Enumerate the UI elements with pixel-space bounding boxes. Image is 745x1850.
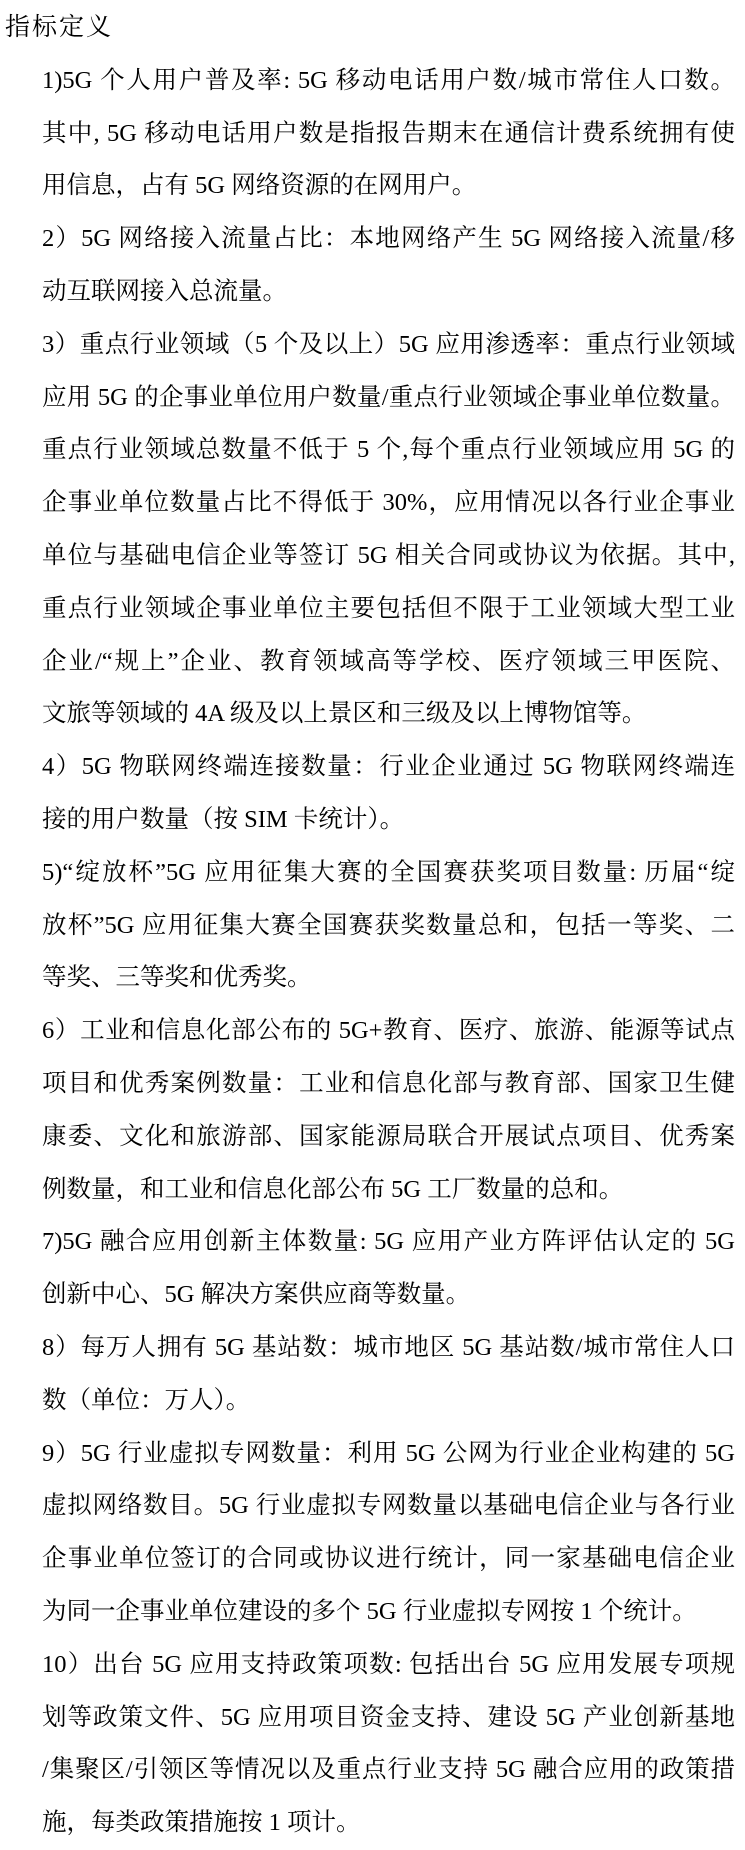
definition-paragraph-1: [42, 55, 735, 213]
text-line: 等奖、三等奖和优秀奖。: [42, 964, 312, 992]
text-line: 虚拟网络数目。5G 行业虚拟专网数量以基础电信企业与各行业: [42, 1492, 735, 1520]
definition-paragraph-10: [42, 1639, 735, 1850]
page-title: 指标定义: [5, 14, 114, 41]
text-line: 康委、文化和旅游部、国家能源局联合开展试点项目、优秀案: [42, 1122, 735, 1150]
text-line: 2）5G 网络接入流量占比：本地网络产生 5G 网络接入流量/移: [42, 225, 735, 253]
text-line: 项目和优秀案例数量：工业和信息化部与教育部、国家卫生健: [42, 1069, 735, 1097]
definition-paragraph-3: [42, 319, 735, 741]
text-line: 用信息，占有 5G 网络资源的在网用户。: [42, 172, 477, 200]
text-line: 单位与基础电信企业等签订 5G 相关合同或协议为依据。其中,: [42, 541, 735, 569]
text-line: 企事业单位数量占比不得低于 30%，应用情况以各行业企事业: [42, 489, 735, 517]
definition-paragraph-6: [42, 1005, 735, 1216]
text-line: 7)5G 融合应用创新主体数量: 5G 应用产业方阵评估认定的 5G: [42, 1228, 735, 1256]
text-line: 企事业单位签订的合同或协议进行统计，同一家基础电信企业: [42, 1545, 735, 1573]
text-line: 重点行业领域企事业单位主要包括但不限于工业领域大型工业: [42, 594, 735, 622]
definition-paragraph-8: [42, 1322, 735, 1428]
text-line: 10）出台 5G 应用支持政策项数: 包括出台 5G 应用发展专项规: [42, 1650, 735, 1678]
text-line: 企业/“规上”企业、教育领域高等学校、医疗领域三甲医院、: [42, 647, 735, 675]
definition-paragraph-4: [42, 741, 735, 847]
definitions-list: [42, 55, 735, 1850]
text-line: 划等政策文件、5G 应用项目资金支持、建设 5G 产业创新基地: [42, 1703, 735, 1731]
text-line: 动互联网接入总流量。: [42, 277, 287, 305]
text-line: 数（单位：万人）。: [42, 1386, 251, 1414]
text-line: 6）工业和信息化部公布的 5G+教育、医疗、旅游、能源等试点: [42, 1017, 735, 1045]
text-line: 9）5G 行业虚拟专网数量：利用 5G 公网为行业企业构建的 5G: [42, 1439, 735, 1467]
text-line: 应用 5G 的企事业单位用户数量/重点行业领域企事业单位数量。: [42, 383, 735, 411]
text-line: 其中, 5G 移动电话用户数是指报告期末在通信计费系统拥有使: [42, 119, 735, 147]
text-line: 5)“绽放杯”5G 应用征集大赛的全国赛获奖项目数量: 历届“绽: [42, 858, 735, 886]
text-line: 1)5G 个人用户普及率: 5G 移动电话用户数/城市常住人口数。: [42, 66, 735, 94]
text-line: 放杯”5G 应用征集大赛全国赛获奖数量总和，包括一等奖、二: [42, 911, 735, 939]
text-line: 接的用户数量（按 SIM 卡统计）。: [42, 805, 405, 833]
text-line: 文旅等领域的 4A 级及以上景区和三级及以上博物馆等。: [42, 700, 647, 728]
definition-paragraph-5: [42, 847, 735, 1005]
definition-paragraph-7: [42, 1216, 735, 1322]
text-line: 3）重点行业领域（5 个及以上）5G 应用渗透率：重点行业领域: [42, 330, 735, 358]
text-line: 为同一企事业单位建设的多个 5G 行业虚拟专网按 1 个统计。: [42, 1597, 697, 1625]
text-line: 创新中心、5G 解决方案供应商等数量。: [42, 1281, 471, 1309]
text-line: 例数量，和工业和信息化部公布 5G 工厂数量的总和。: [42, 1175, 624, 1203]
text-line: 4）5G 物联网终端连接数量：行业企业通过 5G 物联网终端连: [42, 753, 735, 781]
text-line: 8）每万人拥有 5G 基站数：城市地区 5G 基站数/城市常住人口: [42, 1333, 735, 1361]
text-line: /集聚区/引领区等情况以及重点行业支持 5G 融合应用的政策措: [42, 1756, 735, 1784]
definition-paragraph-2: [42, 213, 735, 319]
text-line: 重点行业领域总数量不低于 5 个,每个重点行业领域应用 5G 的: [42, 436, 735, 464]
text-line: 施，每类政策措施按 1 项计。: [42, 1809, 361, 1837]
definition-paragraph-9: [42, 1428, 735, 1639]
